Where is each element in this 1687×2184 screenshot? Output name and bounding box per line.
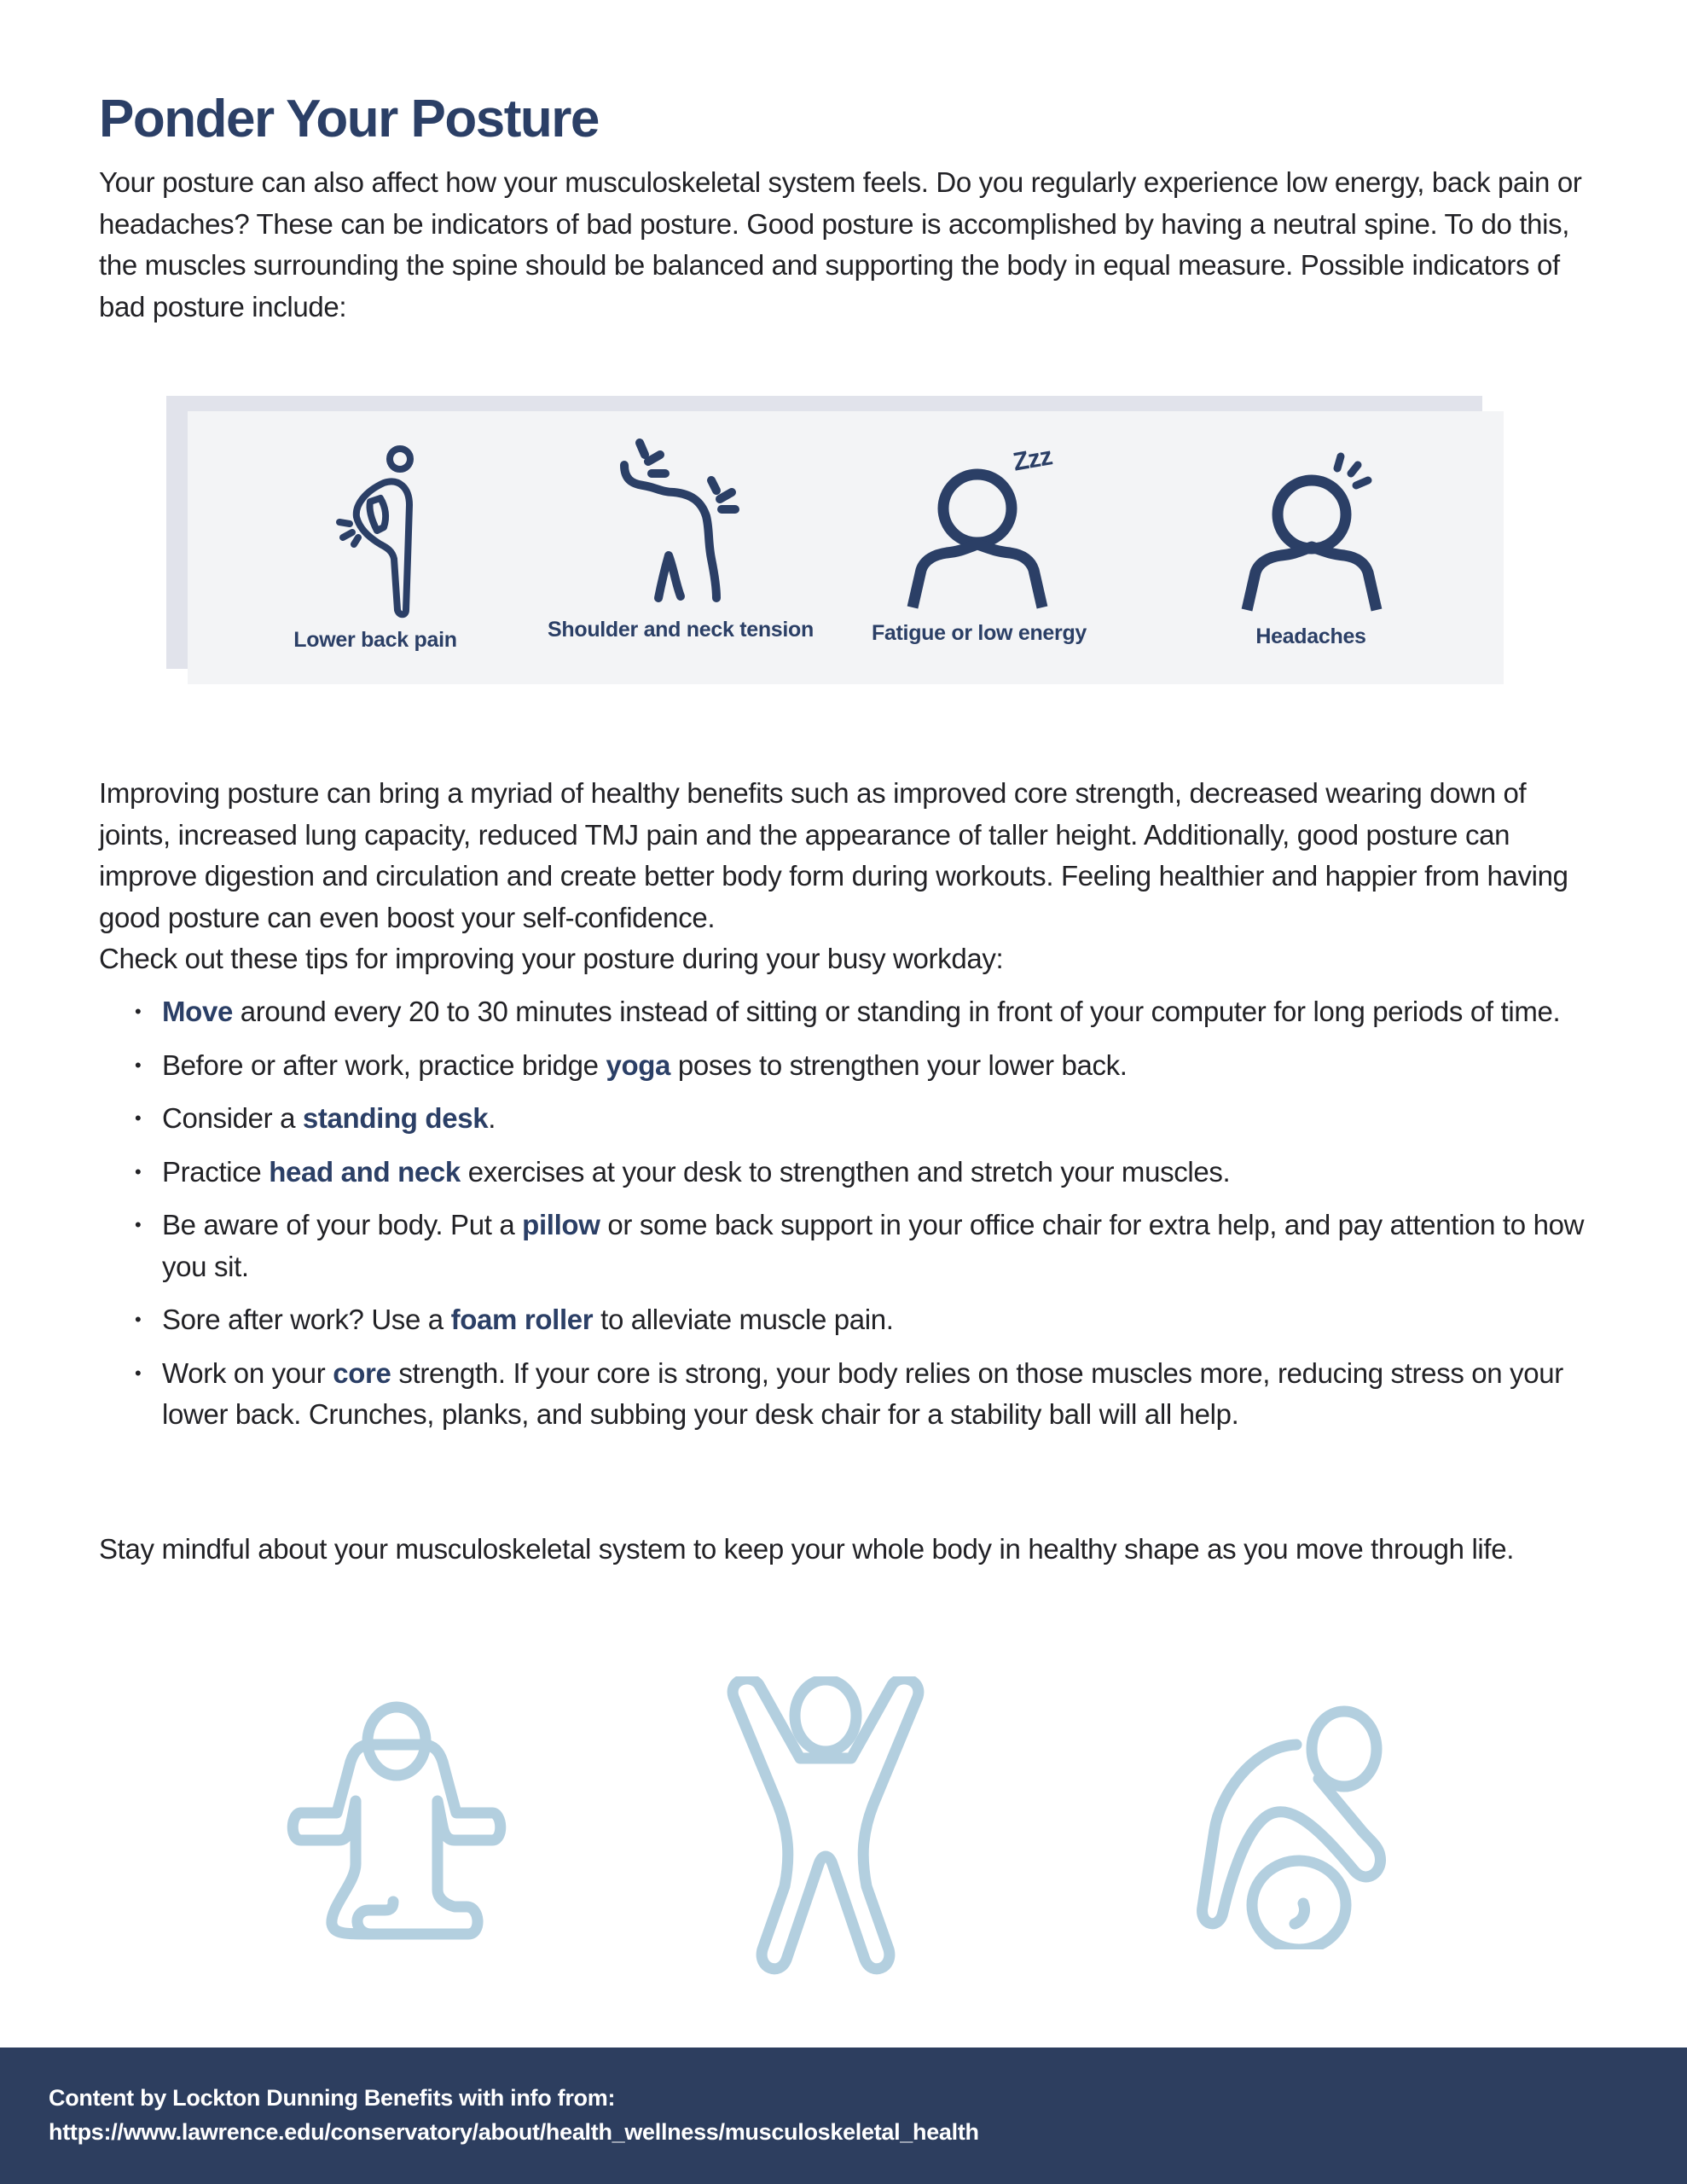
tip-keyword: Move: [162, 996, 233, 1027]
tip-item: [99, 991, 1626, 1033]
tips-intro: Check out these tips for improving your posture during your busy workday:: [99, 943, 1004, 974]
benefits-text: Improving posture can bring a myriad of healthy benefits such as improved core strength, decreased wearing down of joints, increased lung capacity, reduced TMJ pain and the appearance of taller height. Additionally, good posture can improve digestion and circulation and create better body form during workouts. Feeling healthier and happier from having good posture can even boost your self-confidence.: [99, 777, 1568, 933]
meditation-pose-icon: [269, 1693, 525, 1949]
tip-text: exercises at your desk to strengthen and stretch your muscles.: [460, 1155, 1231, 1188]
tip-item: [99, 1205, 1626, 1287]
tip-keyword: yoga: [606, 1048, 671, 1081]
indicator-label: Lower back pain: [293, 628, 457, 652]
tip-keyword: pillow: [522, 1209, 600, 1240]
stability-ball-stretch-icon: [1124, 1693, 1423, 1949]
tip-text: .: [488, 1102, 496, 1134]
headache-icon: [1237, 439, 1399, 619]
shoulder-neck-tension-icon: [606, 431, 751, 619]
tip-text: or some back support in your office chair for extra help, and pay attention to how you sit.: [162, 1209, 1585, 1282]
tip-item: [99, 1353, 1626, 1436]
bullet-icon: •: [135, 1054, 142, 1076]
footer: [0, 2048, 1687, 2184]
tip-text: around every 20 to 30 minutes instead of sitting or standing in front of your computer for long periods of time.: [232, 996, 1561, 1027]
footer-credit: Content by Lockton Dunning Benefits with info from:: [49, 2085, 616, 2111]
closing-paragraph: Stay mindful about your musculoskeletal system to keep your whole body in healthy shape as you move through life.: [99, 1533, 1515, 1565]
tip-item: [99, 1045, 1626, 1087]
bullet-icon: •: [135, 1160, 142, 1182]
benefits-paragraph: [99, 773, 1600, 980]
tip-text: strength. If your core is strong, your body relies on those muscles more, reducing stress on your lower back. Crunches, planks, and subbing your desk chair for a stability ball will all help.: [162, 1356, 1563, 1430]
tip-text: Practice: [162, 1155, 270, 1188]
footer-source-link[interactable]: https://www.lawrence.edu/conservatory/about/health_wellness/musculoskeletal_health: [49, 2119, 979, 2145]
tip-keyword: core: [333, 1356, 391, 1389]
bullet-icon: •: [135, 1107, 142, 1129]
tip-keyword: head and neck: [269, 1155, 461, 1188]
tip-item: [99, 1299, 1626, 1341]
bullet-icon: •: [135, 1309, 142, 1330]
lower-back-pain-icon: [324, 435, 443, 623]
indicator-label: Fatigue or low energy: [871, 621, 1087, 645]
jumping-jack-icon: [689, 1676, 962, 1979]
bullet-icon: •: [135, 1001, 142, 1022]
bullet-icon: •: [135, 1214, 142, 1235]
page-title: Ponder Your Posture: [99, 90, 599, 148]
tips-list: [99, 991, 1626, 1448]
tip-keyword: standing desk: [302, 1102, 489, 1134]
intro-paragraph: Your posture can also affect how your musculoskeletal system feels. Do you regularly experience low energy, back pain or headaches? These can be indicators of bad posture. Good posture is accomplished by having a neutral spine. To do this, the muscles surrounding the spine should be balanced and supporting the body in equal measure. Possible indicators of bad posture include:: [99, 166, 1582, 322]
tip-text: poses to strengthen your lower back.: [670, 1048, 1128, 1081]
tip-text: Consider a: [162, 1102, 303, 1134]
tip-text: Work on your: [162, 1356, 333, 1389]
tip-text: Before or after work, practice bridge: [162, 1048, 606, 1081]
tip-item: [99, 1152, 1626, 1194]
tip-text: Sore after work? Use a: [162, 1304, 451, 1335]
zzz-badge: Zzz: [1011, 442, 1054, 477]
indicator-label: Shoulder and neck tension: [548, 618, 814, 642]
indicator-label: Headaches: [1255, 624, 1366, 648]
tip-item: [99, 1098, 1626, 1140]
tip-text: Be aware of your body. Put a: [162, 1209, 523, 1240]
tip-keyword: foam roller: [450, 1304, 594, 1335]
tip-text: to alleviate muscle pain.: [593, 1304, 894, 1335]
bullet-icon: •: [135, 1362, 142, 1384]
